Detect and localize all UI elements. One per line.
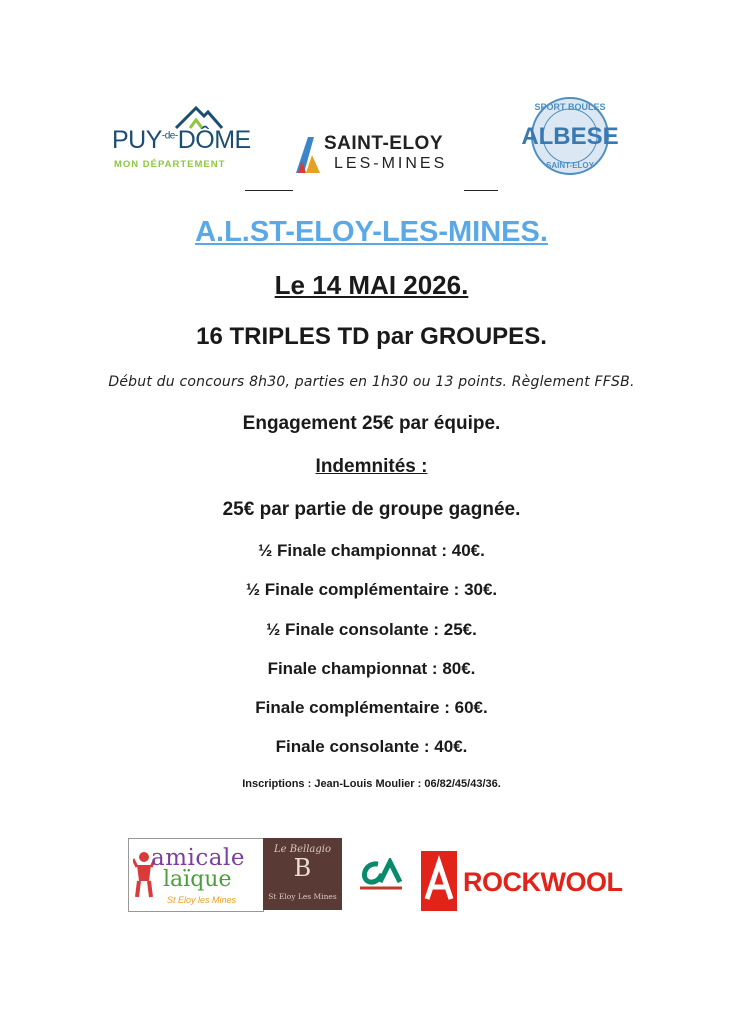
prize-line: ½ Finale championnat : 40€. [258, 541, 485, 560]
prize-line: Finale consolante : 40€. [275, 737, 468, 756]
indemnities-heading: Indemnités : [315, 456, 428, 477]
saint-eloy-mark-icon [294, 133, 322, 175]
puy-de-dome-name: $PUY^{-de-}DÔME$ [112, 126, 251, 154]
rockwool-a-icon [421, 851, 457, 911]
event-format: 16 TRIPLES TD par GROUPES. [196, 323, 547, 350]
albese-top-text: SPORT BOULES [534, 102, 606, 112]
saint-eloy-line1: SAINT-ELOY [324, 133, 444, 154]
credit-agricole-icon [356, 858, 406, 894]
albese-emblem-icon [512, 92, 632, 182]
event-date: Le 14 MAI 2026. [274, 270, 469, 300]
header-rule-right [464, 190, 498, 191]
bellagio-place: St Eloy Les Mines [268, 892, 337, 901]
prize-line: Finale championnat : 80€. [267, 659, 476, 678]
bellagio-name: Le Bellagio [274, 844, 331, 855]
event-details: Début du concours 8h30, parties en 1h30 ou 13 points. Règlement FFSB. [108, 374, 635, 390]
albese-main-text: ALBESE [521, 123, 619, 150]
bellagio-monogram: B [293, 854, 312, 882]
rockwool-text: ROCKWOOL [463, 867, 623, 897]
saint-eloy-logo [294, 131, 464, 177]
club-title: A.L.ST-ELOY-LES-MINES. [195, 216, 548, 248]
prize-line: ½ Finale consolante : 25€. [266, 620, 477, 639]
puy-de-dome-subtitle: MON DÉPARTEMENT [114, 159, 226, 170]
albese-bottom-text: SAINT-ELOY [545, 161, 595, 170]
prize-line: 25€ par partie de groupe gagnée. [222, 499, 521, 520]
amicale-place-text: St Eloy les Mines [167, 895, 237, 905]
entry-fee: Engagement 25€ par équipe. [242, 413, 501, 434]
credit-agricole-logo [356, 858, 406, 899]
le-bellagio-logo [263, 838, 342, 910]
prize-line: Finale complémentaire : 60€. [255, 698, 488, 717]
puy-de-dome-logo [112, 104, 251, 174]
laique-text: laïque [163, 867, 232, 892]
amicale-laique-logo [128, 838, 264, 912]
registration-contact: Inscriptions : Jean-Louis Moulier : 06/82/45/43/36. [242, 778, 501, 790]
saint-eloy-line2: LES-MINES [334, 155, 448, 172]
prize-line: ½ Finale complémentaire : 30€. [245, 580, 498, 599]
header-rule-left [245, 190, 293, 191]
amicale-text: amicale [151, 845, 245, 871]
sport-boules-albese-logo [512, 92, 632, 182]
rockwool-logo [421, 851, 621, 911]
rockwool-mark [421, 851, 457, 911]
